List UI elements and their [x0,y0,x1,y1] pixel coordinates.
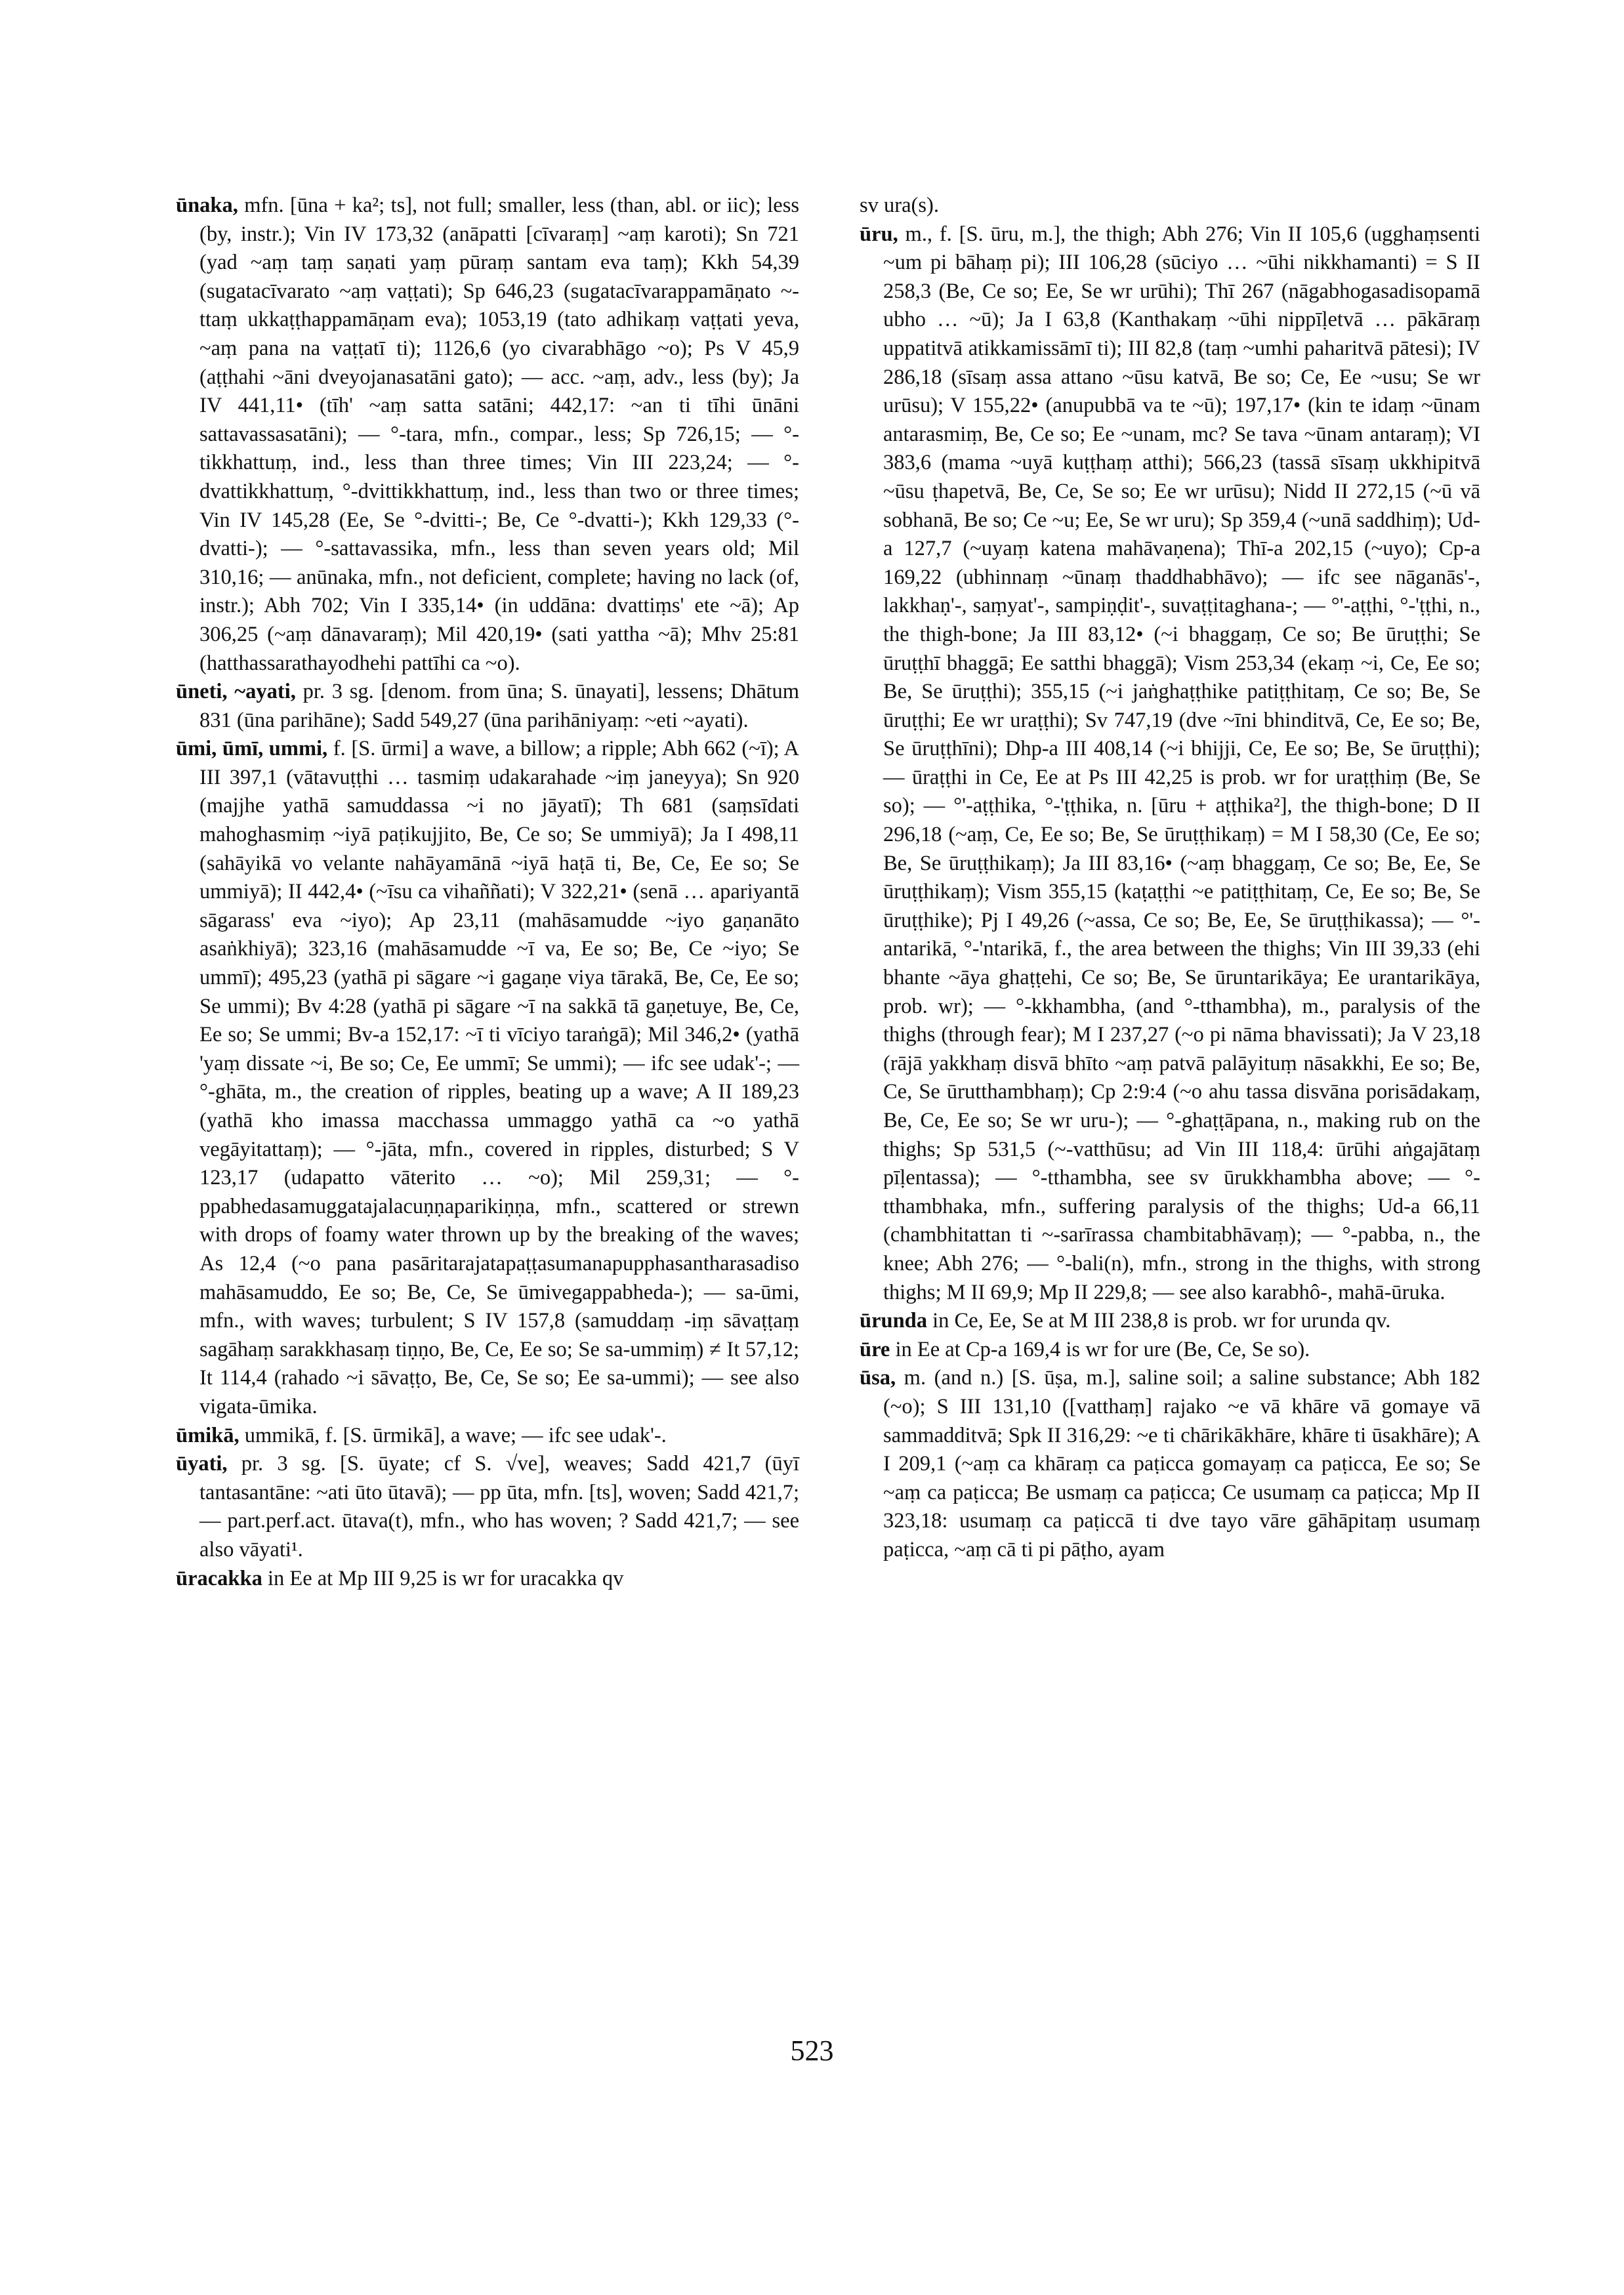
entry-text: mfn. [ūna + ka²; ts], not full; smaller, less (than, abl. or iic); less (by, instr.); Vin IV 173,32 (anāpatti [cīvaraṃ] ~aṃ karoti); Sn 721 (yad ~aṃ taṃ saṇati yaṃ pūraṃ santam eva taṃ); Kkh 54,39 (sugatacīvarato ~aṃ vaṭṭati); Sp 646,23 (sugatacīvarappamāṇato ~-ttaṃ ukkaṭṭhappamāṇam eva); 1053,19 (tato adhikaṃ vaṭṭati yeva, ~aṃ pana na vaṭṭatī ti); 1126,6 (yo civarabhāgo ~o); Ps V 45,9 (aṭṭhahi ~āni dveyojanasatāni gato); — acc. ~aṃ, adv., less (by); Ja IV 441,11• (tīh' ~aṃ satta satāni; 442,17: ~an ti tīhi ūnāni sattavassasatāni); — °-tara, mfn., compar., less; Sp 726,15; — °-tikkhattuṃ, ind., less than three times; Vin III 223,24; — °-dvattikkhattuṃ, °-dvittikkhattuṃ, ind., less than two or three times; Vin IV 145,28 (Ee, Se °-dvitti-; Be, Ce °-dvatti-); Kkh 129,33 (°-dvatti-); — °-sattavassika, mfn., less than seven years old; Mil 310,16; — anūnaka, mfn., not deficient, complete; having no lack (of, instr.); Abh 702; Vin I 335,14• (in uddāna: dvattiṃs' ete ~ā); Ap 306,25 (~aṃ dānavaraṃ); Mil 420,19• (sati yattha ~ā); Mhv 25:81 (hatthassarathayodhehi pattīhi ca ~o). [199,194,799,675]
dictionary-entry [860,1336,1480,1365]
entry-headword: ūmikā, [176,1423,239,1447]
entry-headword: ūru, [860,222,898,246]
entry-headword: ūnaka, [176,194,238,217]
dictionary-entry [176,192,799,678]
entry-headword: ūrunda [860,1309,927,1333]
entry-text: in Ee at Cp-a 169,4 is wr for ure (Be, Ce, Se so). [890,1337,1310,1361]
entry-text: f. [S. ūrmi] a wave, a billow; a ripple; Abh 662 (~ī); A III 397,1 (vātavuṭṭhi … tasmiṃ udakarahade ~iṃ janeyya); Sn 920 (majjhe yathā samuddassa ~i no jāyatī); Th 681 (saṃsīdati mahoghasmiṃ ~iyā paṭikujjito, Be, Ce so; Se ummiyā); Ja I 498,11 (sahāyikā vo velante nahāyamānā ~iyā haṭā ti, Be, Ce, Ee so; Se ummiyā); II 442,4• (~īsu ca vihaññati); V 322,21• (senā … apariyantā sāgarass' eva ~iyo); Ap 23,11 (mahāsamudde ~iyo gaṇanāto asaṅkhiyā); 323,16 (mahāsamudde ~ī va, Ee so; Be, Ce ~iyo; Se ummī); 495,23 (yathā pi sāgare ~i gagaṇe viya tārakā, Be, Ce, Ee so; Se ummi); Bv 4:28 (yathā pi sāgare ~ī na sakkā tā gaṇetuye, Be, Ce, Ee so; Se ummi; Bv-a 152,17: ~ī ti vīciyo taraṅgā); Mil 346,2• (yathā 'yaṃ dissate ~i, Be so; Ce, Ee ummī; Se ummi); — ifc see udak'-; — °-ghāta, m., the creation of ripples, beating up a wave; A II 189,23 (yathā kho imassa macchassa ummaggo yathā ca ~o yathā vegāyitattaṃ); — °-jāta, mfn., covered in ripples, disturbed; S V 123,17 (udapatto vāterito … ~o); Mil 259,31; — °-ppabhedasamuggatajalacuṇṇaparikiṇṇa, mfn., scattered or strewn with drops of foamy water thrown up by the breaking of the waves; As 12,4 (~o pana pasāritarajatapaṭṭasumanapupphasantharasadiso mahāsamuddo, Ee so; Be, Ce, Se ūmivegappabheda-); — sa-ūmi, mfn., with waves; turbulent; S IV 157,8 (samuddaṃ -iṃ sāvaṭṭaṃ sagāhaṃ sarakkhasaṃ tiṇṇo, Be, Ce, Ee so; Se sa-ummiṃ) ≠ It 57,12; It 114,4 (rahado ~i sāvaṭṭo, Be, Ce, Se so; Ee sa-ummi); — see also vigata-ūmika. [199,737,799,1418]
entry-text: m. (and n.) [S. ūṣa, m.], saline soil; a saline substance; Abh 182 (~o); S III 131,10 ([vatthaṃ] rajako ~e vā khāre vā gomaye vā sammadditvā; Spk II 316,29: ~e ti chārikākhāre, khāre ti ūsakhāre); A I 209,1 (~aṃ ca khāraṃ ca paṭicca gomayaṃ ca paṭicca, Ee so; Se ~aṃ ca paṭicca; Be usmaṃ ca paṭicca; Ce usumaṃ ca paṭicca; Mp II 323,18: usumaṃ ca paṭiccā ti dve tayo vāre gāhāpitaṃ usumaṃ paṭicca, ~aṃ cā ti pi pāṭho, ayam [883,1366,1480,1561]
dictionary-entry [176,1565,799,1594]
entry-text: m., f. [S. ūru, m.], the thigh; Abh 276; Vin II 105,6 (ugghaṃsenti ~um pi bāhaṃ pi); III 106,28 (sūciyo … ~ūhi nikkhamanti) = S II 258,3 (Be, Ce so; Ee, Se wr urūhi); Thī 267 (nāgabhogasadisopamā ubho … ~ū); Ja I 63,8 (Kanthakaṃ ~ūhi nippīḷetvā … pākāraṃ uppatitvā atikkamissāmī ti); III 82,8 (taṃ ~umhi paharitvā pātesi); IV 286,18 (sīsaṃ assa attano ~ūsu katvā, Be so; Ce, Ee ~usu; Se wr urūsu); V 155,22• (anupubbā va te ~ū); 197,17• (kin te idaṃ ~ūnam antarasmiṃ, Be, Ce so; Ee ~unam, mc? Se tava ~ūnam antaraṃ); VI 383,6 (mama ~uyā kuṭṭhaṃ atthi); 566,23 (tassā sīsaṃ ukkhipitvā ~ūsu ṭhapetvā, Be, Ce, Se so; Ee wr urūsu); Nidd II 272,15 (~ū vā sobhanā, Be so; Ce ~u; Ee, Se wr uru); Sp 359,4 (~unā saddhiṃ); Ud-a 127,7 (~uyaṃ katena mahāvaṇena); Thī-a 202,15 (~uyo); Cp-a 169,22 (ubhinnaṃ ~ūnaṃ thaddhabhāvo); — ifc see nāganās'-, lakkhaṇ'-, saṃyat'-, sampiṇḍit'-, suvaṭṭitaghana-; — °'-aṭṭhi, °-'ṭṭhi, n., the thigh-bone; Ja III 83,12• (~i bhaggaṃ, Ce so; Be ūruṭṭhi; Se ūruṭṭhī bhaggā; Ee satthi bhaggā); Vism 253,34 (ekaṃ ~i, Ce, Ee so; Be, Se ūruṭṭhi); 355,15 (~i jaṅghaṭṭhike patiṭṭhitaṃ, Ce so; Be, Se ūruṭṭhi; Ee wr uraṭṭhi); Sv 747,19 (dve ~īni bhinditvā, Ce, Ee so; Be, Se ūruṭṭhīni); Dhp-a III 408,14 (~i bhijji, Ce, Ee so; Be, Se ūruṭṭhi); — ūraṭṭhi in Ce, Ee at Ps III 42,25 is prob. wr for uraṭṭhiṃ (Be, Se so); — °'-aṭṭhika, °-'ṭṭhika, n. [ūru + aṭṭhika²], the thigh-bone; D II 296,18 (~aṃ, Ce, Ee so; Be, Se ūruṭṭhikaṃ) = M I 58,30 (Ce, Ee so; Be, Se ūruṭṭhikaṃ); Ja III 83,16• (~aṃ bhaggaṃ, Ce so; Be, Ee, Se ūruṭṭhikaṃ); Vism 355,15 (kaṭaṭṭhi ~e patiṭṭhitaṃ, Ce, Ee so; Be, Se ūruṭṭhike); Pj I 49,26 (~assa, Ce so; Be, Ee, Se ūruṭṭhikassa); — °'-antarikā, °-'ntarikā, f., the area between the thighs; Vin III 39,33 (ehi bhante ~āya ghaṭṭehi, Ce so; Be, Se ūruntarikāya; Ee urantarikāya, prob. wr); — °-kkhambha, (and °-tthambha), m., paralysis of the thighs (through fear); M I 237,27 (~o pi nāma bhavissati); Ja V 23,18 (rājā yakkhaṃ disvā bhīto ~aṃ patvā palāyituṃ nāsakkhi, Ee so; Be, Ce, Se ūrutthambhaṃ); Cp 2:9:4 (~o ahu tassa disvāna porisādakaṃ, Be, Ce, Ee so; Se wr uru-); — °-ghaṭṭāpana, n., making rub on the thighs; Sp 531,5 (~-vatthūsu; ad Vin III 118,4: ūrūhi aṅgajātaṃ pīḷentassa); — °-tthambha, see sv ūrukkhambha above; — °-tthambhaka, mfn., suffering paralysis of the thighs; Ud-a 66,11 (chambhitattan ti ~-sarīrassa chambitabhāvaṃ); — °-pabba, n., the knee; Abh 276; — °-bali(n), mfn., strong in the thighs, with strong thighs; M II 69,9; Mp II 229,8; — see also karabhô-, mahā-ūruka. [883,222,1480,1304]
entry-text: in Ee at Mp III 9,25 is wr for uracakka qv [262,1566,624,1590]
entry-headword: ūyati, [176,1452,228,1476]
entry-headword: ūneti, ~ayati, [176,680,296,704]
entry-headword: ūracakka [176,1566,262,1590]
dictionary-entry [176,678,799,735]
left-column [176,192,799,1593]
entry-text: pr. 3 sg. [S. ūyate; cf S. √ve], weaves; Sadd 421,7 (ūyī tantasantāne: ~ati ūto ūtavā); — pp ūta, mfn. [ts], woven; Sadd 421,7; — part.perf.act. ūtava(t), mfn., who has woven; ? Sadd 421,7; — see also vāyati¹. [199,1452,799,1561]
dictionary-entry [860,220,1480,1308]
entry-text: pr. 3 sg. [denom. from ūna; S. ūnayati], lessens; Dhātum 831 (ūna parihāne); Sadd 549,27 (ūna parihāniyaṃ: ~eti ~ayati). [199,680,799,732]
dictionary-entry [860,1307,1480,1336]
entry-headword: ūmi, ūmī, ummi, [176,737,328,761]
entry-headword: ūsa, [860,1366,896,1390]
dictionary-entry [176,1422,799,1451]
page-number: 523 [790,2035,834,2067]
right-column [860,192,1480,1565]
entry-text: sv ura(s). [860,194,939,217]
dictionary-entry [860,1364,1480,1564]
entry-text: in Ce, Ee, Se at M III 238,8 is prob. wr for urunda qv. [927,1309,1391,1333]
dictionary-entry [176,1450,799,1564]
entry-text: ummikā, f. [S. ūrmikā], a wave; — ifc see udak'-. [239,1423,667,1447]
dictionary-entry [860,192,1480,220]
entry-headword: ūre [860,1337,890,1361]
dictionary-entry [176,735,799,1421]
